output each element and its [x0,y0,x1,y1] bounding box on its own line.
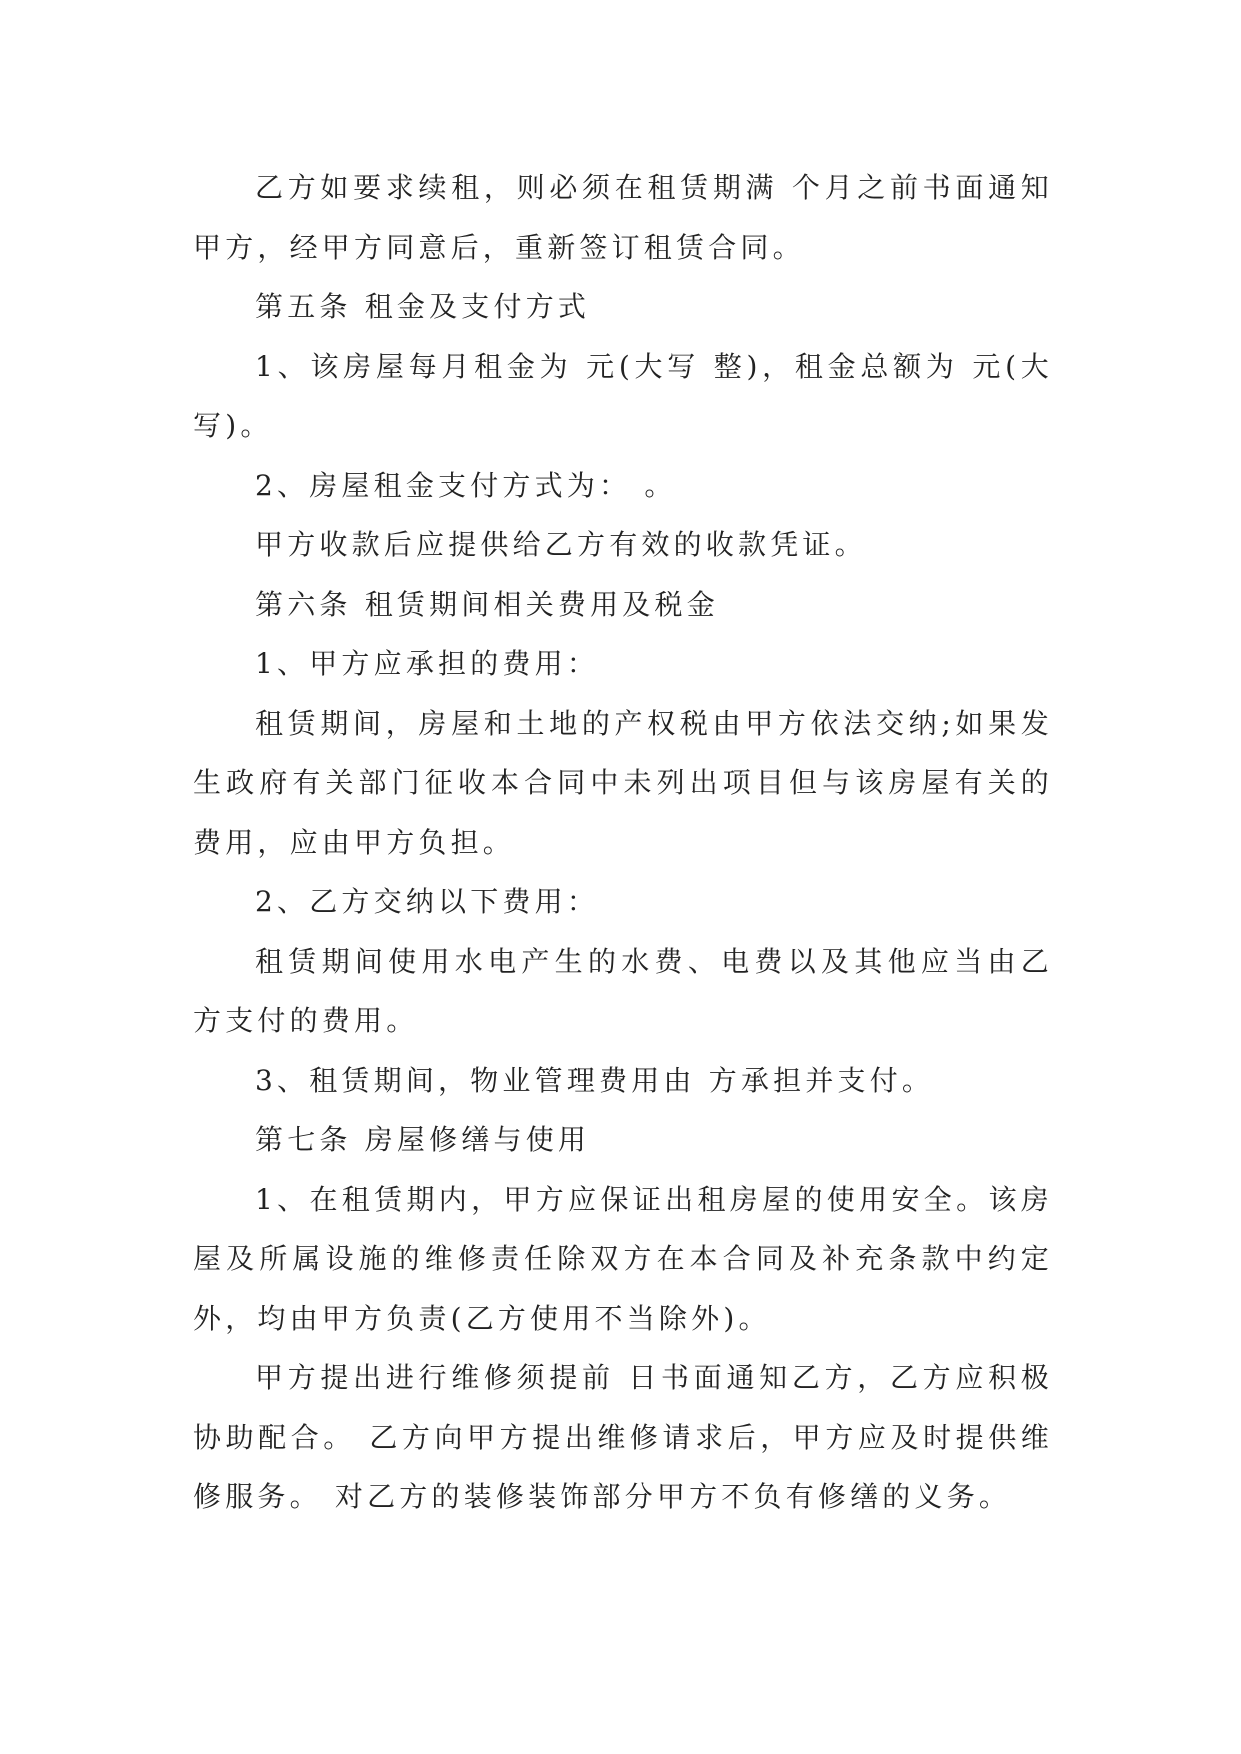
heading-article-5: 第五条 租金及支付方式 [255,290,591,323]
document-body [193,158,1053,1527]
paragraph-party-a-fees: 1、甲方应承担的费用： [255,647,600,680]
paragraph-party-b-fees: 2、乙方交纳以下费用： [255,885,600,918]
paragraph-payment-method: 2、房屋租金支付方式为： 。 [255,468,677,502]
paragraph-rent-amount: 1、该房屋每月租金为 元(大写 整)，租金总额为 元(大写)。 [193,349,1053,442]
paragraph-property-tax: 租赁期间，房屋和土地的产权税由甲方依法交纳;如果发生政府有关部门征收本合同中未列出项目但与该房屋有关的费用，应由甲方负担。 [193,706,1053,859]
heading-article-6: 第六条 租赁期间相关费用及税金 [255,587,719,621]
paragraph-property-management: 3、租赁期间，物业管理费用由 方承担并支付。 [255,1063,935,1097]
heading-article-7: 第七条 房屋修缮与使用 [255,1123,591,1156]
paragraph-receipt: 甲方收款后应提供给乙方有效的收款凭证。 [255,528,867,561]
paragraph-repair-notice: 甲方提出进行维修须提前 日书面通知乙方，乙方应积极协助配合。 乙方向甲方提出维修请求后，甲方应及时提供维修服务。 对乙方的装修装饰部分甲方不负有修缮的义务。 [193,1361,1053,1513]
paragraph-utilities: 租赁期间使用水电产生的水费、电费以及其他应当由乙方支付的费用。 [193,944,1053,1037]
paragraph-safety-repairs: 1、在租赁期内，甲方应保证出租房屋的使用安全。该房屋及所属设施的维修责任除双方在本合同及补充条款中约定外，均由甲方负责(乙方使用不当除外)。 [193,1182,1053,1335]
paragraph-renewal: 乙方如要求续租，则必须在租赁期满 个月之前书面通知甲方，经甲方同意后，重新签订租赁合同。 [193,171,1053,264]
